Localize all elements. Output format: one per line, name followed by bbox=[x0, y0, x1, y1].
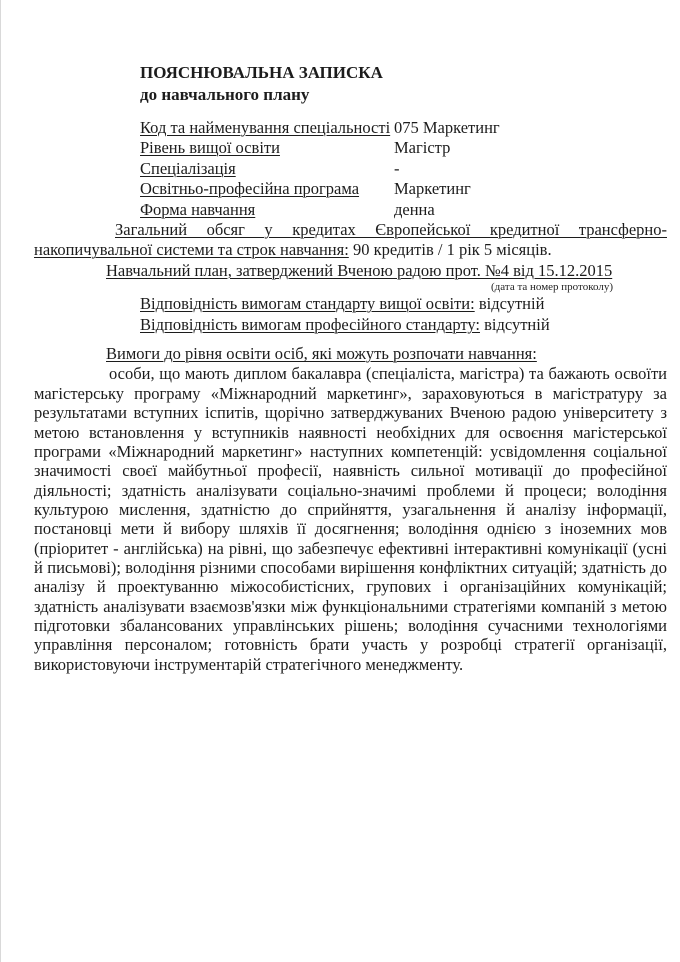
standard-value: відсутній bbox=[478, 294, 545, 314]
field-value: 075 Маркетинг bbox=[394, 118, 500, 137]
field-row-study-form bbox=[140, 200, 667, 220]
approval-value: прот. №4 від 15.12.2015 bbox=[445, 260, 613, 280]
field-row-code bbox=[140, 118, 667, 138]
field-row-specialization bbox=[140, 159, 667, 179]
field-value: Маркетинг bbox=[394, 179, 471, 199]
requirements-paragraph: особи, що мають диплом бакалавра (спеціаліста, магістра) та бажають освоїти магістерську програму «Міжнародний маркетинг», зараховуються в магістратуру за результатами вступних іспитів, щорічно затверджуваних Вченою радою університету з метою встановлення у вступників наявності необхідних для освоєння магістерської програми «Міжнародний маркетинг» наступних компетенцій: усвідомлення соціальної значимості своєї майбутньої професії, наявність сильної мотивації до професійної діяльності; здатність аналізувати соціально-значимі проблеми й процеси; володіння культурою мислення, здатністю до сприйняття, узагальнення й аналізу інформації, постановці мети й вибору шляхів її досягнення; володіння однією з іноземних мов (пріоритет - англійська) на рівні, що забезпечує ефективні інтерактивні комунікації (усні й письмові); володіння різними способами вирішення конфліктних ситуацій; здатність до аналізу й проектуванню міжособистісних, групових і організаційних комунікацій; здатність аналізувати взаємозв'язки між функціональними стратегіями компаній з метою підготовки збалансованих управлінських рішень; володіння сучасними технологіями управління персоналом; готовність брати участь у розробці стратегії організації, використовуючи інструментарій стратегічного менеджменту. bbox=[34, 364, 667, 674]
field-label: Освітньо-професійна програма bbox=[140, 179, 360, 199]
credits-line bbox=[34, 220, 667, 261]
approval-underline bbox=[106, 261, 612, 280]
requirements-heading: Вимоги до рівня освіти осіб, які можуть розпочати навчання: bbox=[106, 344, 537, 364]
credits-label: Загальний обсяг у кредитах Європейської кредитної трансферно-накопичувальної системи та строк навчання: bbox=[34, 220, 667, 260]
field-label: Форма навчання bbox=[140, 199, 256, 219]
field-value: - bbox=[394, 158, 400, 178]
standards-block bbox=[140, 294, 667, 335]
field-row-degree-level bbox=[140, 138, 667, 158]
doc-title: ПОЯСНЮВАЛЬНА ЗАПИСКА bbox=[140, 63, 383, 82]
field-label: Спеціалізація bbox=[140, 158, 236, 178]
doc-subtitle: до навчального плану bbox=[140, 84, 310, 104]
field-value: Магістр bbox=[394, 138, 451, 158]
protocol-note: (дата та номер протоколу) bbox=[491, 281, 613, 294]
standard-row-professional bbox=[140, 315, 667, 335]
standard-value: відсутній bbox=[484, 314, 550, 334]
approval-label: Навчальний план, затверджений Вченою радою bbox=[106, 260, 442, 280]
credits-value: 90 кредитів / 1 рік 5 місяців. bbox=[352, 240, 552, 260]
approval-line bbox=[34, 261, 667, 281]
standard-row-higher-education bbox=[140, 294, 667, 314]
field-label: Код та найменування спеціальності bbox=[140, 118, 391, 137]
field-value: денна bbox=[394, 199, 435, 219]
standard-label: Відповідність вимогам стандарту вищої освіти: bbox=[140, 294, 475, 314]
field-label: Рівень вищої освіти bbox=[140, 138, 280, 158]
field-row-program bbox=[140, 179, 667, 199]
speciality-fields bbox=[140, 118, 667, 220]
standard-label: Відповідність вимогам професійного стандарту: bbox=[140, 314, 480, 334]
